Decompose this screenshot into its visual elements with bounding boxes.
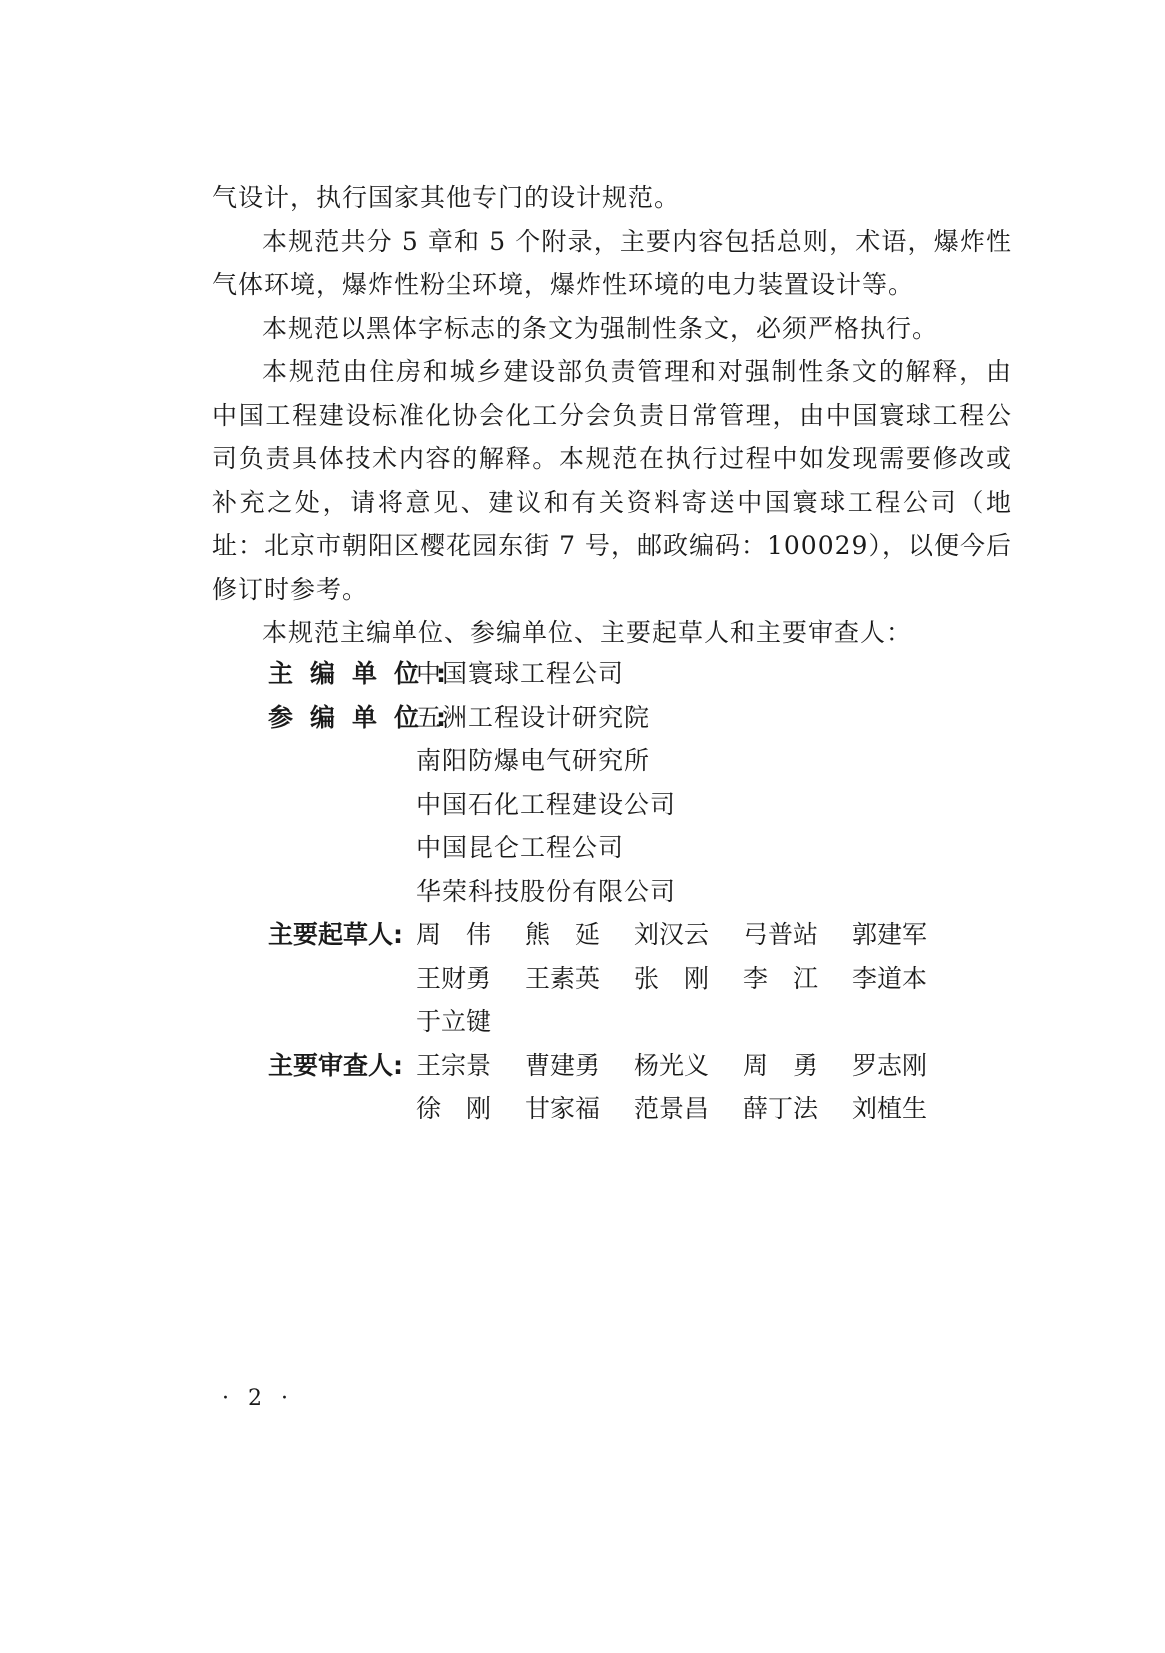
- unit-name: 中国寰球工程公司: [416, 659, 625, 688]
- person-name: 周 勇: [743, 1050, 819, 1080]
- drafters-names: [416, 913, 961, 1044]
- name-row: [416, 1044, 961, 1088]
- person-name: 王素英: [525, 963, 601, 993]
- chief-editor-group: [268, 652, 961, 696]
- chief-editor-units: [416, 652, 624, 696]
- person-name: 刘汉云: [634, 920, 710, 949]
- person-name: 甘家福: [525, 1094, 601, 1123]
- drafters-group: [268, 913, 961, 1044]
- participating-label: 参编单位:: [268, 702, 463, 732]
- name-row: [416, 913, 961, 957]
- person-name: 李 江: [743, 963, 819, 993]
- person-name: 张 刚: [634, 963, 710, 993]
- page-number: · 2 ·: [222, 1386, 294, 1411]
- unit-name: 南阳防爆电气研究所: [416, 746, 651, 775]
- credits-section: [268, 652, 961, 1131]
- name-row: [416, 1000, 961, 1044]
- person-name: 弓普站: [743, 920, 819, 949]
- unit-name: 中国石化工程建设公司: [416, 789, 677, 819]
- person-name: 范景昌: [634, 1094, 710, 1123]
- name-row: [416, 957, 961, 1001]
- unit-name: 华荣科技股份有限公司: [416, 876, 677, 906]
- paragraph: 本规范共分 5 章和 5 个附录，主要内容包括总则，术语，爆炸性气体环境，爆炸性粉尘环境，爆炸性环境的电力装置设计等。: [212, 226, 1012, 299]
- person-name: 于立键: [416, 1007, 492, 1036]
- person-name: 杨光义: [634, 1050, 710, 1080]
- reviewers-label: 主要审查人:: [268, 1050, 403, 1080]
- person-name: 周 伟: [416, 920, 492, 949]
- person-name: 曹建勇: [525, 1050, 601, 1080]
- person-name: 王宗景: [416, 1050, 492, 1080]
- unit-name: 中国昆仑工程公司: [416, 833, 625, 862]
- person-name: 罗志刚: [852, 1050, 928, 1080]
- drafters-label: 主要起草人:: [268, 920, 403, 949]
- person-name: 李道本: [852, 963, 928, 993]
- name-row: [416, 1087, 961, 1131]
- paragraph: 本规范由住房和城乡建设部负责管理和对强制性条文的解释，由中国工程建设标准化协会化工分会负责日常管理，由中国寰球工程公司负责具体技术内容的解释。本规范在执行过程中如发现需要修改或补充之处，请将意见、建议和有关资料寄送中国寰球工程公司（地址：北京市朝阳区樱花园东街 7 号，邮政编码：100029），以便今后修订时参考。: [212, 357, 1012, 604]
- person-name: 刘植生: [852, 1094, 928, 1123]
- person-name: 薛丁法: [743, 1094, 819, 1123]
- person-name: 熊 延: [525, 920, 601, 949]
- reviewers-group: [268, 1044, 961, 1131]
- paragraph: 本规范以黑体字标志的条文为强制性条文，必须严格执行。: [262, 313, 939, 343]
- person-name: 徐 刚: [416, 1094, 492, 1123]
- participating-group: [268, 696, 961, 914]
- reviewers-names: [416, 1044, 961, 1131]
- paragraph: 本规范主编单位、参编单位、主要起草人和主要审查人：: [262, 618, 913, 647]
- chief-editor-label: 主编单位:: [268, 659, 463, 688]
- unit-name: 五洲工程设计研究院: [416, 702, 651, 732]
- person-name: 郭建军: [852, 920, 928, 949]
- person-name: 王财勇: [416, 963, 492, 993]
- paragraph: 气设计，执行国家其他专门的设计规范。: [212, 183, 681, 212]
- participating-units: [416, 696, 676, 914]
- body-text: [212, 176, 1012, 655]
